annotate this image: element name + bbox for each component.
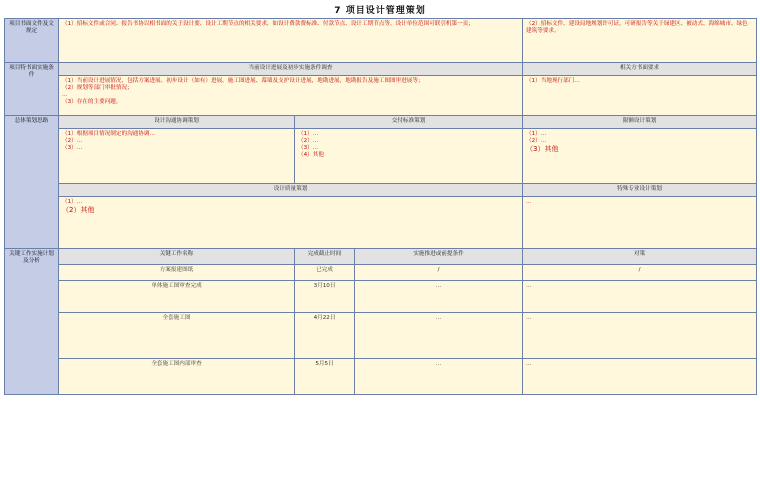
task-name: 全套施工图内部审查: [59, 359, 295, 395]
row-label: 项目特书面实施条件: [5, 63, 59, 116]
table-row: [5, 313, 757, 359]
project-docs-left: （1）招标文件或合同、报告书协以相书面的关于设计要、设计工期节点的相关要求，如设计费款费标准、付款节点、设计工期节点等，设计单位范围可联引机第一页；: [59, 19, 523, 63]
column-header: 对策: [523, 249, 757, 265]
task-measure: …: [523, 359, 757, 395]
limit-design-text: （1）… （2）… （3）其他: [523, 129, 757, 184]
table-row: [5, 129, 757, 184]
table-row: [5, 359, 757, 395]
table-row: [5, 197, 757, 249]
task-name: 方案报建图纸: [59, 265, 295, 281]
table-row: [5, 184, 757, 197]
task-deadline: 5月5日: [295, 359, 355, 395]
table-row: [5, 63, 757, 76]
section-header: 交付标准策划: [295, 116, 523, 129]
table-row: [5, 116, 757, 129]
stakeholder-requirements-text: （1）当地现行部门…: [523, 76, 757, 116]
coordination-plan-text: （1）根据项目情况制定的沟通协调… （2）… （3）…: [59, 129, 295, 184]
task-deadline: 已完成: [295, 265, 355, 281]
column-header: 关键工作名称: [59, 249, 295, 265]
column-header: 完成截止时间: [295, 249, 355, 265]
task-measure: …: [523, 313, 757, 359]
table-row: [5, 249, 757, 265]
row-label: 项目书面文件及文规定: [5, 19, 59, 63]
task-deadline: 3月10日: [295, 281, 355, 313]
quality-plan-text: （1）… （2）其他: [59, 197, 523, 249]
table-row: [5, 281, 757, 313]
section-header: 特殊专业设计策划: [523, 184, 757, 197]
table-row: [5, 19, 757, 63]
table-row: [5, 76, 757, 116]
section-header: 设计沟通协调策划: [59, 116, 295, 129]
column-header: 实施推进或前提条件: [355, 249, 523, 265]
table-row: [5, 265, 757, 281]
task-measure: …: [523, 281, 757, 313]
delivery-standard-text: （1）… （2）… （3）… （4）其他: [295, 129, 523, 184]
task-condition: …: [355, 281, 523, 313]
task-deadline: 4月22日: [295, 313, 355, 359]
design-plan-table: [4, 18, 757, 395]
task-measure: /: [523, 265, 757, 281]
task-condition: …: [355, 313, 523, 359]
task-name: 单体施工图审查完成: [59, 281, 295, 313]
section-header: 设计质量策划: [59, 184, 523, 197]
row-label: 关键工作实施计划及分析: [5, 249, 59, 395]
progress-survey-text: （1）当前设计进展情况，包括方案进展、初步设计（如有）进展、施工图进展、幕墙及支护设计进展，地勘进展，地勘报告及施工图图审进展等； （2）规划等部门审批情况； … （3）存在的主要问题。: [59, 76, 523, 116]
project-docs-right: （2）招标文件、建设局地规划许可证，可研报告等关于绿建区、被动式、海绵城市、绿色建筑等要求。: [523, 19, 757, 63]
section-header: 限额设计策划: [523, 116, 757, 129]
task-condition: /: [355, 265, 523, 281]
task-name: 全套施工图: [59, 313, 295, 359]
section-header: 当前设计进展及初步实施条件调查: [59, 63, 523, 76]
section-header: 相关方书面要求: [523, 63, 757, 76]
row-label: 总体策划思路: [5, 116, 59, 249]
task-condition: …: [355, 359, 523, 395]
page-title: 7 项目设计管理策划: [334, 6, 426, 16]
special-discipline-text: …: [523, 197, 757, 249]
